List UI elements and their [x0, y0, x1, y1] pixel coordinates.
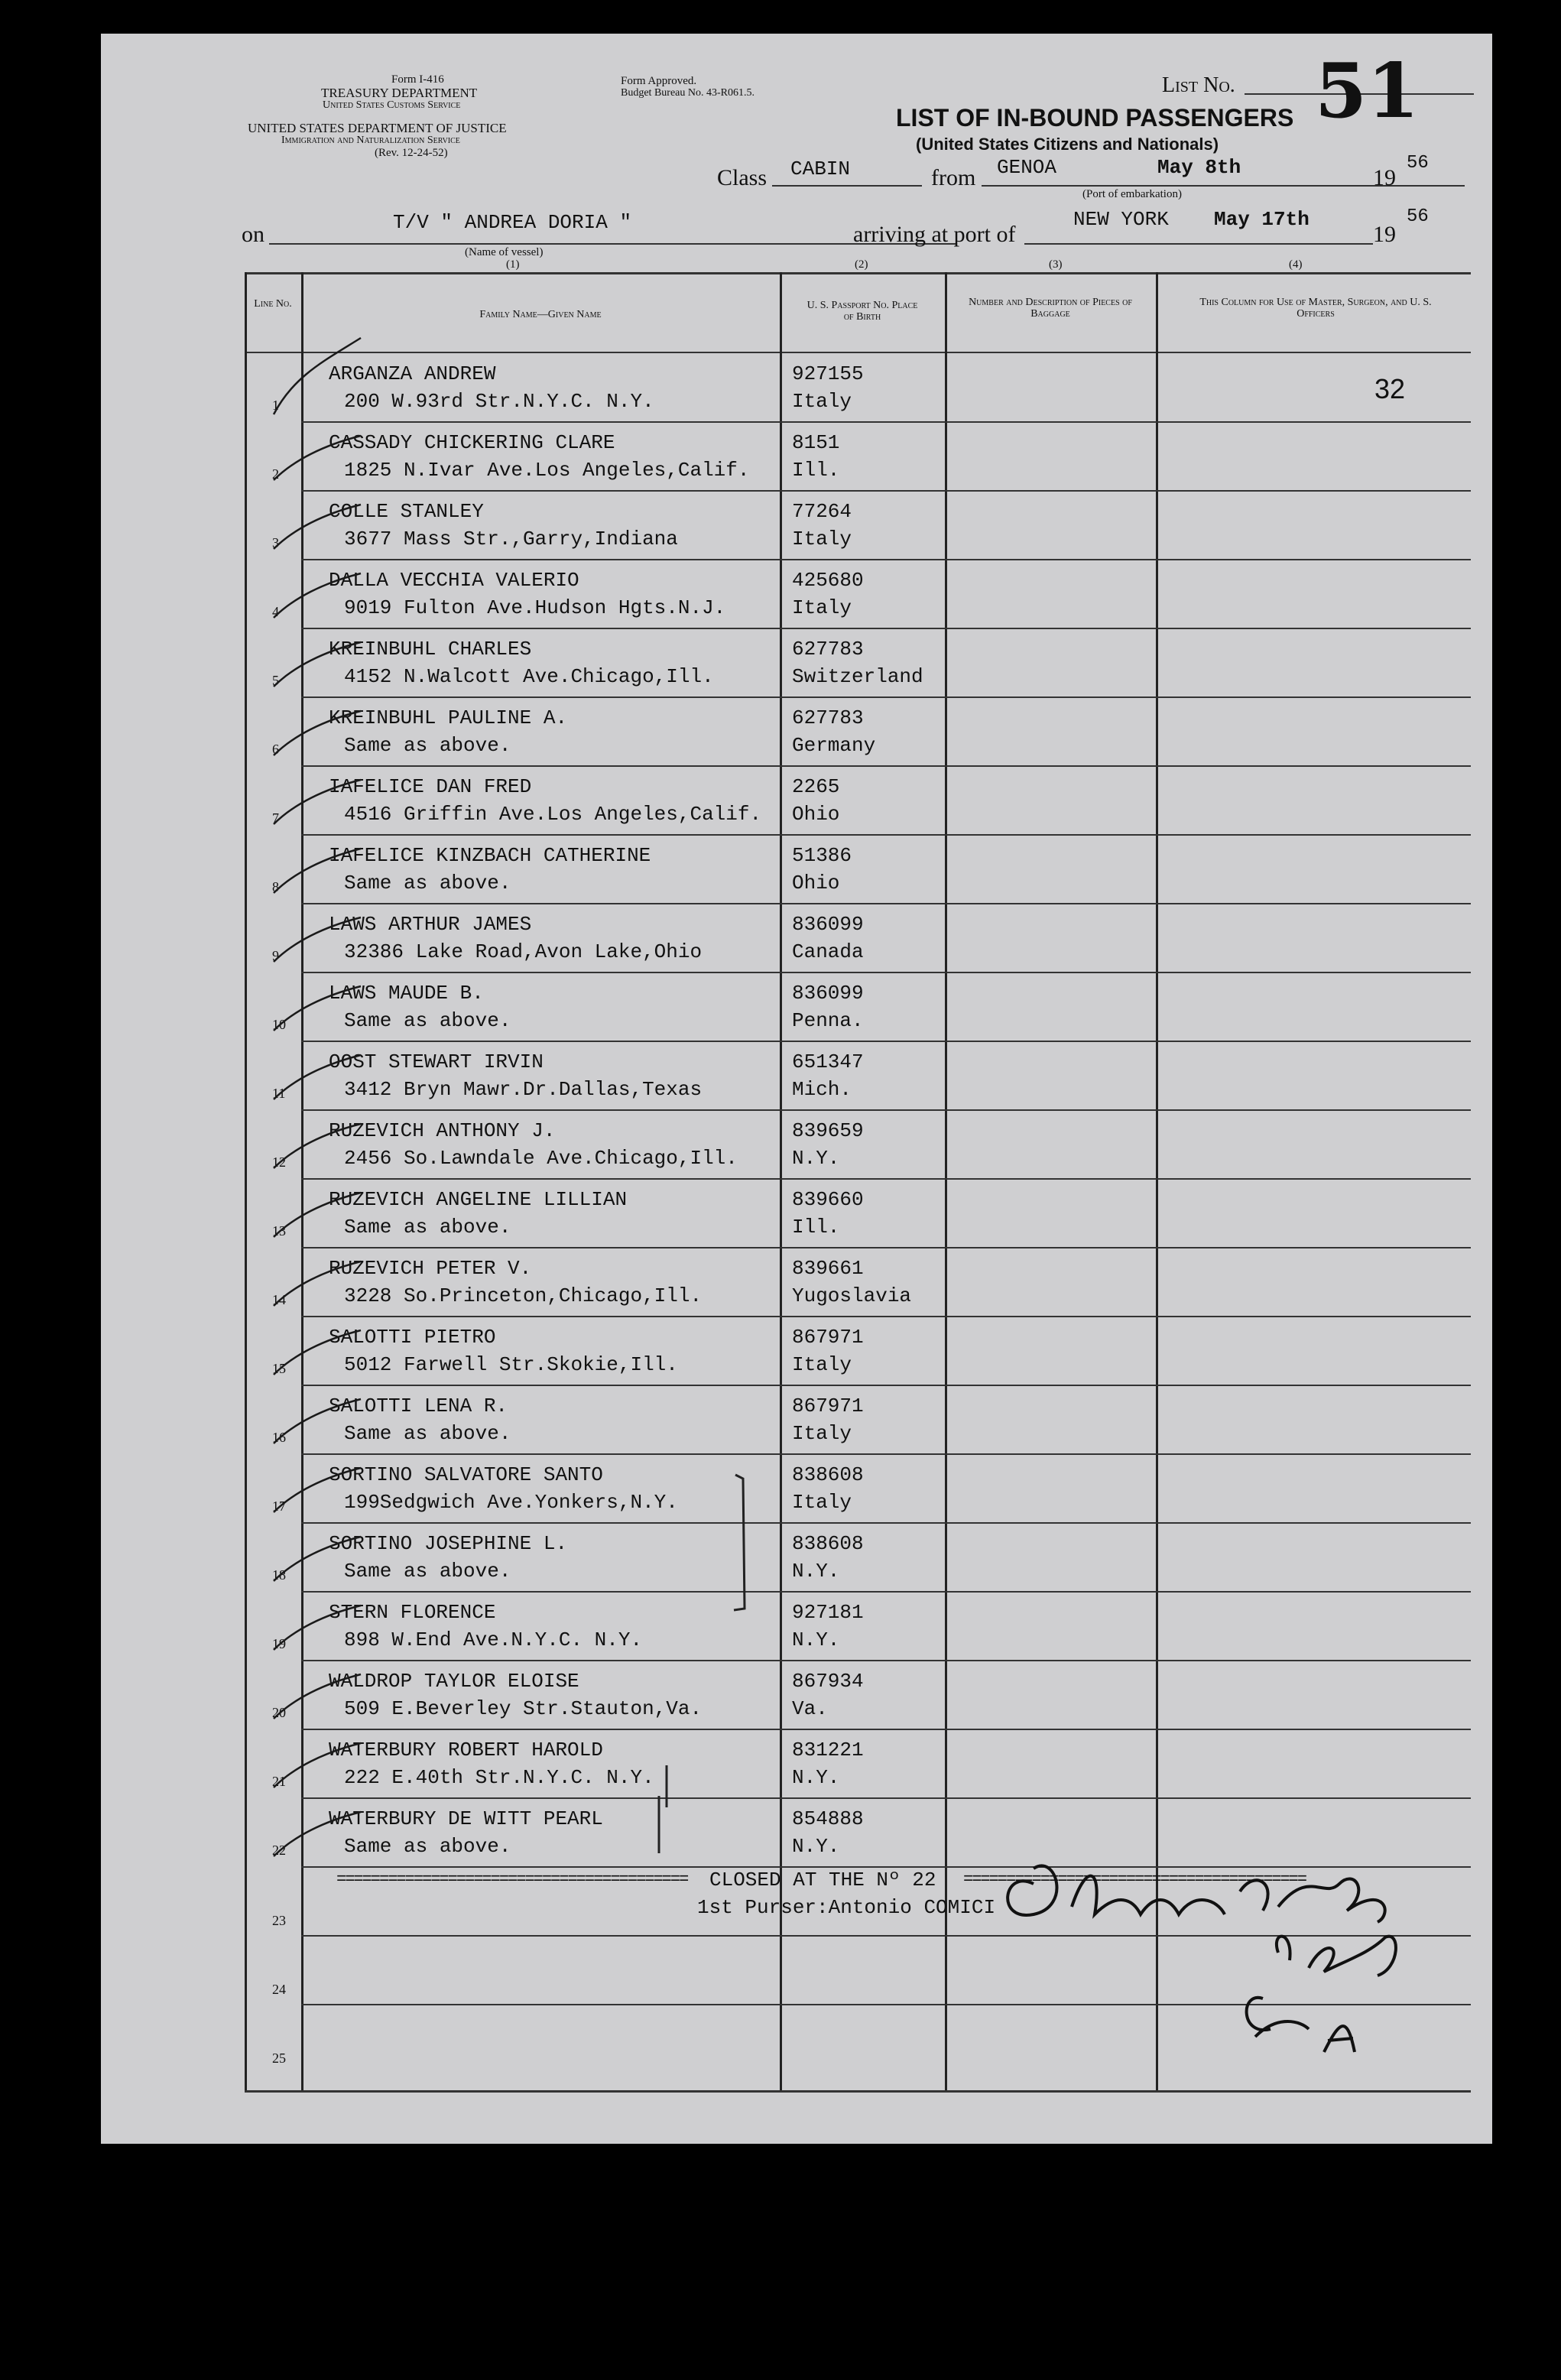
passport-number: 839660 — [792, 1188, 864, 1211]
justice-dept: UNITED STATES DEPARTMENT OF JUSTICE — [248, 121, 507, 135]
passenger-row — [101, 835, 1492, 904]
line-number: 20 — [272, 1705, 286, 1720]
passenger-row — [101, 972, 1492, 1041]
purser-name: 1st Purser:Antonio COMICI — [697, 1896, 996, 1919]
bracket-mark — [659, 1761, 674, 1823]
passenger-name: WALDROP TAYLOR ELOISE — [329, 1670, 579, 1693]
passenger-address: 898 W.End Ave.N.Y.C. N.Y. — [344, 1628, 643, 1651]
passenger-address: Same as above. — [344, 1216, 511, 1239]
check-mark-stroke — [274, 1399, 361, 1443]
passenger-row — [101, 353, 1492, 422]
check-mark-stroke — [274, 1193, 361, 1237]
passenger-row — [101, 766, 1492, 835]
passport-number: 651347 — [792, 1050, 864, 1073]
passenger-address: Same as above. — [344, 1422, 511, 1445]
annotation-32: 32 — [1374, 373, 1406, 404]
check-mark — [271, 422, 370, 483]
passenger-name: LAWS ARTHUR JAMES — [329, 913, 532, 936]
passport-number: 867934 — [792, 1670, 864, 1693]
line-number: 13 — [272, 1223, 286, 1239]
passport-number: 836099 — [792, 913, 864, 936]
passenger-row — [101, 1041, 1492, 1110]
arrival-date: May 17th — [1214, 208, 1309, 231]
line-number: 17 — [272, 1498, 286, 1514]
place-of-birth: Canada — [792, 940, 864, 963]
from-port: GENOA — [997, 156, 1057, 179]
col-num-1: (1) — [506, 258, 520, 271]
place-of-birth: Mich. — [792, 1078, 852, 1101]
check-mark — [271, 1729, 370, 1791]
passenger-address: Same as above. — [344, 734, 511, 757]
col-num-3: (3) — [1049, 258, 1063, 271]
col-header-passport: U. S. Passport No. Place of Birth — [806, 300, 918, 323]
form-title: LIST OF IN-BOUND PASSENGERS — [896, 104, 1294, 132]
bracket-mark — [728, 1471, 758, 1624]
line-number: 11 — [272, 1086, 286, 1101]
line-number: 22 — [272, 1843, 286, 1858]
place-of-birth: Penna. — [792, 1009, 864, 1032]
line-number: 6 — [272, 742, 279, 757]
check-mark-stroke — [274, 1537, 361, 1581]
form-sheet — [101, 34, 1492, 2144]
passenger-name: WATERBURY ROBERT HAROLD — [329, 1739, 603, 1761]
passenger-row — [101, 560, 1492, 628]
line-number: 3 — [272, 535, 279, 550]
passenger-name: RUZEVICH PETER V. — [329, 1257, 532, 1280]
passenger-address: Same as above. — [344, 1835, 511, 1858]
class-value: CABIN — [790, 157, 851, 180]
col-header-officers: This Column for Use of Master, Surgeon, and U. S. Officers — [1199, 297, 1432, 320]
check-mark — [271, 697, 370, 758]
line-number: 25 — [272, 2050, 286, 2066]
passenger-address: Same as above. — [344, 1009, 511, 1032]
place-of-birth: Italy — [792, 1422, 852, 1445]
passenger-row — [101, 1385, 1492, 1454]
check-mark — [271, 766, 370, 827]
line-number: 7 — [272, 810, 279, 826]
line-number: 14 — [272, 1292, 286, 1307]
check-mark — [271, 1454, 370, 1515]
passenger-address: 222 E.40th Str.N.Y.C. N.Y. — [344, 1766, 654, 1789]
passenger-name: ARGANZA ANDREW — [329, 362, 496, 385]
check-mark — [271, 835, 370, 896]
check-mark-stroke — [274, 573, 361, 618]
passenger-row — [101, 628, 1492, 697]
customs-service: United States Customs Service — [323, 99, 461, 111]
passenger-row — [101, 1248, 1492, 1317]
passenger-name: KREINBUHL CHARLES — [329, 638, 532, 661]
vessel-name: T/V " ANDREA DORIA " — [393, 211, 632, 234]
passport-number: 839661 — [792, 1257, 864, 1280]
passenger-address: 3677 Mass Str.,Garry,Indiana — [344, 528, 678, 550]
passenger-name: SALOTTI PIETRO — [329, 1326, 496, 1349]
passenger-row — [101, 1523, 1492, 1592]
place-of-birth: Italy — [792, 596, 852, 619]
col-num-4: (4) — [1289, 258, 1303, 271]
passenger-name: COLLE STANLEY — [329, 500, 484, 523]
col-header-line-no: Line No. — [254, 298, 292, 310]
line-number: 10 — [272, 1017, 286, 1032]
list-number: 51 — [1315, 47, 1420, 135]
place-of-birth: N.Y. — [792, 1560, 840, 1583]
passenger-name: KREINBUHL PAULINE A. — [329, 706, 568, 729]
passenger-address: 5012 Farwell Str.Skokie,Ill. — [344, 1353, 678, 1376]
passport-number: 77264 — [792, 500, 852, 523]
passenger-address: 9019 Fulton Ave.Hudson Hgts.N.J. — [344, 596, 726, 619]
place-of-birth: N.Y. — [792, 1147, 840, 1170]
passenger-row — [101, 1454, 1492, 1523]
passport-number: 836099 — [792, 982, 864, 1005]
form-subtitle: (United States Citizens and Nationals) — [916, 135, 1219, 154]
line-number: 2 — [272, 466, 279, 482]
place-of-birth: Ohio — [792, 803, 840, 826]
check-mark-stroke — [274, 1468, 361, 1512]
line-number: 16 — [272, 1430, 286, 1445]
check-mark — [271, 491, 370, 552]
check-mark — [271, 1317, 370, 1378]
line-number: 23 — [272, 1913, 286, 1928]
passenger-row — [101, 1592, 1492, 1661]
passenger-address: Same as above. — [344, 1560, 511, 1583]
passenger-address: 4516 Griffin Ave.Los Angeles,Calif. — [344, 803, 762, 826]
class-label: Class — [717, 165, 768, 190]
passport-number: 838608 — [792, 1532, 864, 1555]
check-mark-stroke — [274, 1812, 361, 1856]
passenger-name: IAFELICE KINZBACH CATHERINE — [329, 844, 651, 867]
passenger-name: CASSADY CHICKERING CLARE — [329, 431, 615, 454]
passenger-address: 3412 Bryn Mawr.Dr.Dallas,Texas — [344, 1078, 703, 1101]
passenger-row — [101, 422, 1492, 491]
line-number: 4 — [272, 604, 279, 619]
passenger-row — [101, 1317, 1492, 1385]
passport-number: 425680 — [792, 569, 864, 592]
from-label: from — [931, 165, 976, 190]
arrival-port: NEW YORK — [1073, 208, 1169, 231]
port-embark-label: (Port of embarkation) — [1082, 188, 1182, 200]
line-number: 5 — [272, 673, 279, 688]
passenger-address: 1825 N.Ivar Ave.Los Angeles,Calif. — [344, 459, 750, 482]
passenger-row — [101, 1661, 1492, 1729]
check-mark — [271, 628, 370, 690]
line-number: 12 — [272, 1154, 286, 1170]
passenger-row — [101, 904, 1492, 972]
check-mark — [271, 904, 370, 965]
passport-number: 627783 — [792, 638, 864, 661]
place-of-birth: Ill. — [792, 1216, 840, 1239]
place-of-birth: Yugoslavia — [792, 1284, 912, 1307]
passport-number: 838608 — [792, 1463, 864, 1486]
revision-date: (Rev. 12-24-52) — [375, 147, 448, 159]
col-header-name: Family Name—Given Name — [479, 309, 602, 320]
arriving-label: arriving at port of — [853, 222, 1016, 247]
vessel-label: (Name of vessel) — [465, 246, 544, 258]
passenger-address: 2456 So.Lawndale Ave.Chicago,Ill. — [344, 1147, 738, 1170]
check-mark-stroke — [274, 505, 361, 549]
handwritten-signature — [988, 1838, 1462, 2083]
closing-equals-right: ======================================== — [963, 1870, 1306, 1889]
place-of-birth: Ill. — [792, 459, 840, 482]
check-mark-stroke — [274, 849, 361, 893]
check-mark — [271, 1041, 370, 1102]
passport-number: 927155 — [792, 362, 864, 385]
passenger-name: RUZEVICH ANTHONY J. — [329, 1119, 556, 1142]
passenger-address: 199Sedgwich Ave.Yonkers,N.Y. — [344, 1491, 678, 1514]
place-of-birth: Italy — [792, 1491, 852, 1514]
list-no-label: List No. — [1162, 73, 1235, 97]
from-year: 56 — [1407, 153, 1429, 174]
passport-number: 8151 — [792, 431, 840, 454]
line-number: 15 — [272, 1361, 286, 1376]
passenger-address: 4152 N.Walcott Ave.Chicago,Ill. — [344, 665, 714, 688]
check-mark-stroke — [274, 917, 361, 962]
passenger-address: 32386 Lake Road,Avon Lake,Ohio — [344, 940, 703, 963]
line-number: 24 — [272, 1982, 286, 1997]
passenger-name: WATERBURY DE WITT PEARL — [329, 1807, 603, 1830]
check-mark — [271, 1661, 370, 1722]
passenger-address: 200 W.93rd Str.N.Y.C. N.Y. — [344, 390, 654, 413]
passport-number: 2265 — [792, 775, 840, 798]
place-of-birth: Italy — [792, 1353, 852, 1376]
passport-number: 627783 — [792, 706, 864, 729]
passport-number: 927181 — [792, 1601, 864, 1624]
check-mark-stroke — [274, 642, 361, 687]
check-mark — [271, 1248, 370, 1309]
from-date: May 8th — [1157, 156, 1241, 179]
check-mark-stroke — [274, 1055, 361, 1099]
passport-number: 854888 — [792, 1807, 864, 1830]
col-header-baggage: Number and Description of Pieces of Baggage — [969, 297, 1132, 320]
passenger-name: RUZEVICH ANGELINE LILLIAN — [329, 1188, 628, 1211]
passenger-row — [101, 1179, 1492, 1248]
line-number: 19 — [272, 1636, 286, 1651]
year-prefix: 19 — [1373, 222, 1396, 247]
passenger-row — [101, 491, 1492, 560]
budget-bureau: Budget Bureau No. 43-R061.5. — [621, 87, 755, 99]
check-mark — [271, 1110, 370, 1171]
passenger-address: 3228 So.Princeton,Chicago,Ill. — [344, 1284, 703, 1307]
passenger-row — [101, 1110, 1492, 1179]
place-of-birth: N.Y. — [792, 1766, 840, 1789]
line-number: 21 — [272, 1774, 286, 1789]
passenger-name: SORTINO JOSEPHINE L. — [329, 1532, 568, 1555]
place-of-birth: Ohio — [792, 872, 840, 895]
check-mark-stroke — [274, 1606, 361, 1650]
line-number: 8 — [272, 879, 279, 895]
check-mark-stroke — [274, 436, 361, 480]
passport-number: 831221 — [792, 1739, 864, 1761]
check-mark-stroke — [274, 1674, 361, 1719]
check-mark-stroke — [274, 711, 361, 755]
passenger-name: LAWS MAUDE B. — [329, 982, 484, 1005]
ins-service: Immigration and Naturalization Service — [281, 135, 460, 146]
passenger-row — [101, 697, 1492, 766]
closing-equals-left: ========================================= — [336, 1870, 688, 1889]
arrival-year: 56 — [1407, 206, 1429, 227]
col-num-2: (2) — [855, 258, 868, 271]
check-mark — [271, 560, 370, 621]
check-mark — [271, 1179, 370, 1240]
check-mark — [271, 1592, 370, 1653]
check-mark-stroke — [274, 780, 361, 824]
line-number: 18 — [272, 1567, 286, 1583]
passenger-address: Same as above. — [344, 872, 511, 895]
form-number: Form I-416 — [391, 73, 444, 86]
place-of-birth: Italy — [792, 390, 852, 413]
passenger-row — [101, 1729, 1492, 1798]
on-label: on — [242, 222, 264, 247]
passenger-name: IAFELICE DAN FRED — [329, 775, 532, 798]
place-of-birth: Va. — [792, 1697, 828, 1720]
place-of-birth: Switzerland — [792, 665, 923, 688]
treasury-dept: TREASURY DEPARTMENT — [321, 86, 478, 100]
check-mark — [271, 1798, 370, 1859]
passenger-address: 509 E.Beverley Str.Stauton,Va. — [344, 1697, 703, 1720]
check-mark-stroke — [274, 986, 361, 1031]
check-mark — [271, 338, 370, 399]
place-of-birth: N.Y. — [792, 1628, 840, 1651]
passenger-name: STERN FLORENCE — [329, 1601, 496, 1624]
check-mark-stroke — [274, 1330, 361, 1375]
place-of-birth: Germany — [792, 734, 876, 757]
form-approved: Form Approved. — [621, 75, 697, 87]
passenger-name: SORTINO SALVATORE SANTO — [329, 1463, 603, 1486]
place-of-birth: Italy — [792, 528, 852, 550]
closed-statement: CLOSED AT THE Nº 22 — [709, 1869, 936, 1891]
check-mark-stroke — [274, 1124, 361, 1168]
year-prefix: 19 — [1373, 165, 1396, 190]
place-of-birth: N.Y. — [792, 1835, 840, 1858]
check-mark — [271, 1523, 370, 1584]
passenger-name: OOST STEWART IRVIN — [329, 1050, 544, 1073]
line-number: 1 — [272, 398, 279, 413]
passport-number: 51386 — [792, 844, 852, 867]
line-number: 9 — [272, 948, 279, 963]
check-mark — [271, 1385, 370, 1447]
check-mark — [271, 972, 370, 1034]
passenger-name: SALOTTI LENA R. — [329, 1395, 508, 1417]
passport-number: 839659 — [792, 1119, 864, 1142]
passport-number: 867971 — [792, 1326, 864, 1349]
check-mark-stroke — [274, 1743, 361, 1787]
passport-number: 867971 — [792, 1395, 864, 1417]
check-mark-stroke — [274, 1261, 361, 1306]
passenger-name: DALLA VECCHIA VALERIO — [329, 569, 579, 592]
